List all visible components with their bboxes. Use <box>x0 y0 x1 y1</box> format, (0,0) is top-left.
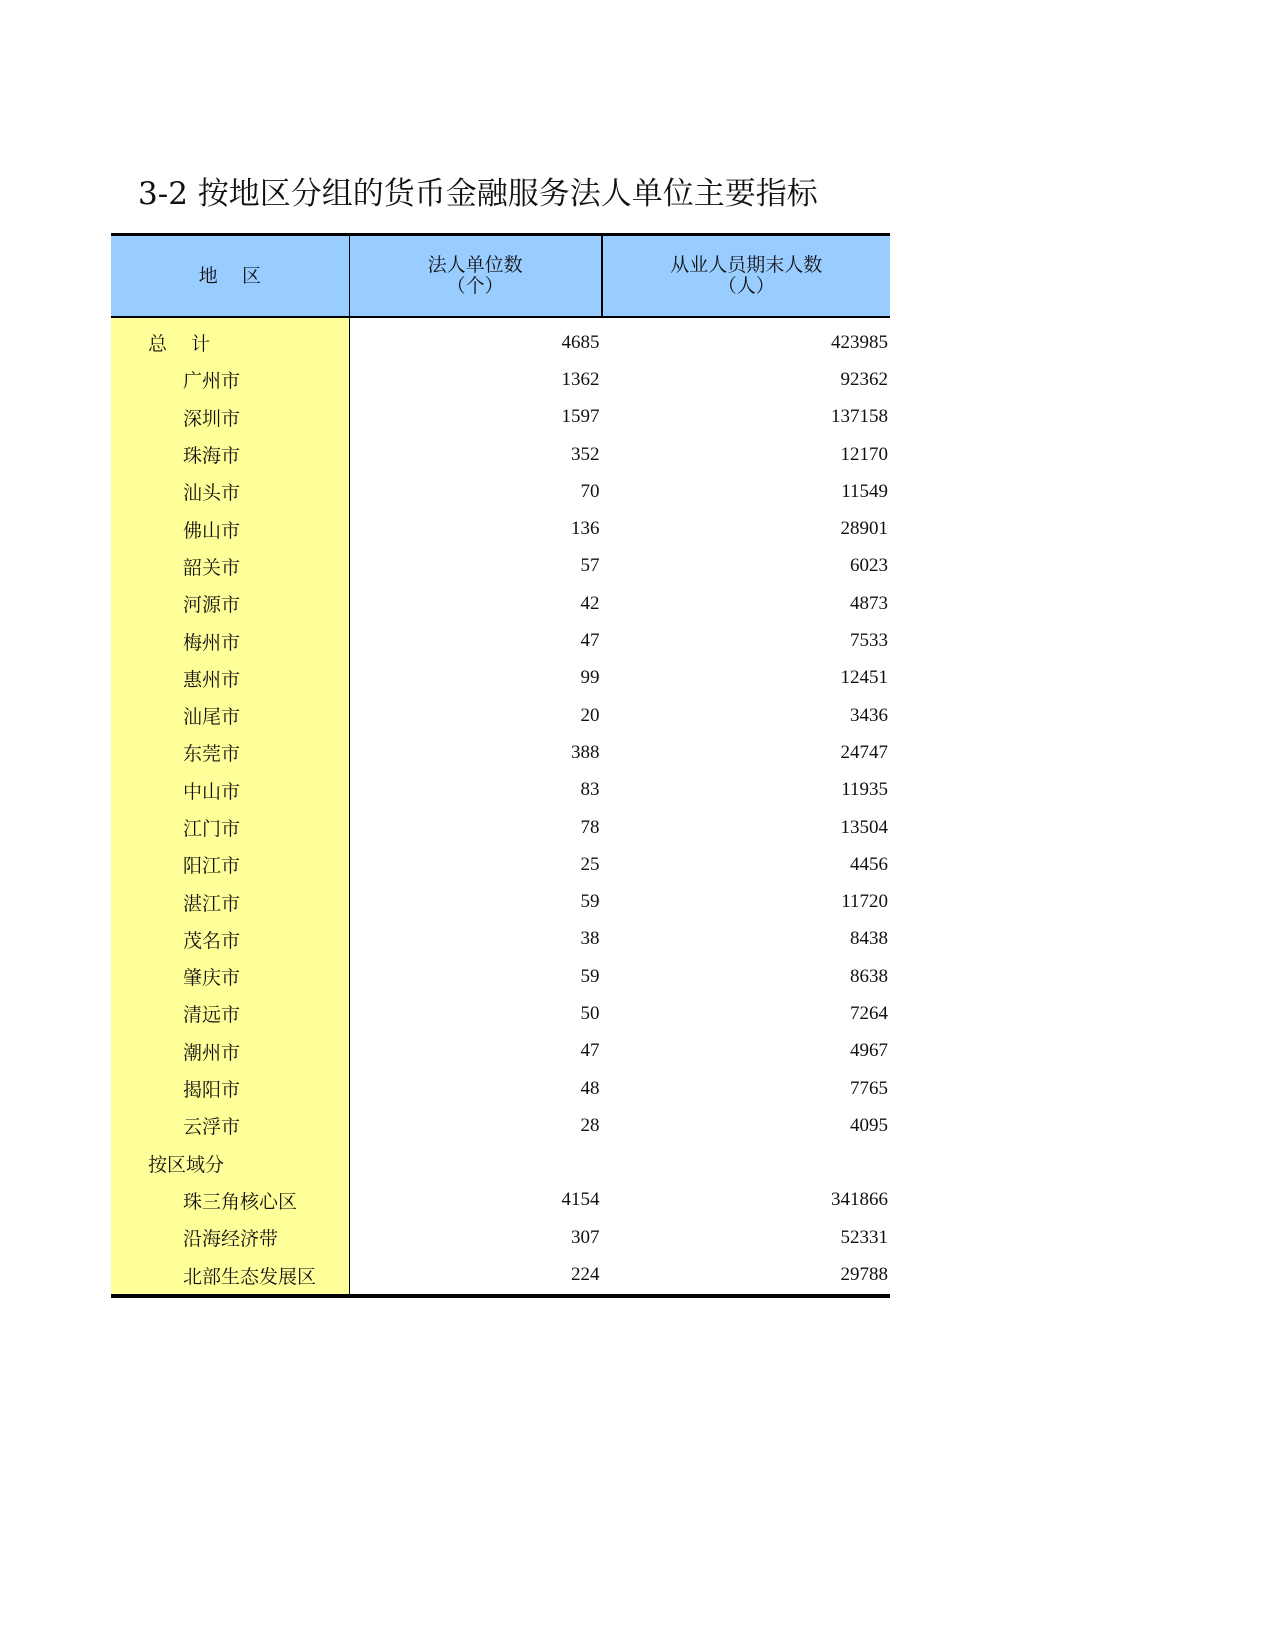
region-cell: 云浮市 <box>111 1107 349 1144</box>
header-employees-label: 从业人员期末人数 <box>670 254 823 276</box>
employees-cell: 11549 <box>841 480 888 502</box>
table-row <box>111 361 890 398</box>
region-cell: 揭阳市 <box>111 1070 349 1107</box>
units-cell: 4685 <box>561 331 600 353</box>
units-cell: 83 <box>580 779 600 801</box>
page-title: 3-2 按地区分组的货币金融服务法人单位主要指标 <box>138 176 818 212</box>
region-cell: 河源市 <box>111 585 349 622</box>
table-row <box>111 958 890 995</box>
region-cell: 东莞市 <box>111 734 349 771</box>
table-row <box>111 995 890 1032</box>
employees-cell: 3436 <box>850 704 888 726</box>
table-row <box>111 1033 890 1070</box>
employees-cell: 4967 <box>850 1040 888 1062</box>
region-cell: 北部生态发展区 <box>111 1256 349 1295</box>
employees-cell: 13504 <box>840 816 888 838</box>
units-cell: 38 <box>580 928 600 950</box>
region-cell: 清远市 <box>111 995 349 1032</box>
units-cell: 224 <box>349 1256 601 1295</box>
table-header-row <box>111 235 890 318</box>
employees-cell: 7533 <box>850 630 888 652</box>
table-row <box>111 921 890 958</box>
region-cell: 按区域分 <box>111 1145 349 1182</box>
units-cell: 59 <box>580 965 600 987</box>
units-cell: 78 <box>580 816 600 838</box>
region-cell: 阳江市 <box>111 846 349 883</box>
table-row <box>111 585 890 622</box>
employees-cell: 29788 <box>602 1256 891 1295</box>
employees-cell: 12451 <box>840 667 888 689</box>
employees-cell: 7264 <box>850 1002 888 1024</box>
employees-cell: 6023 <box>850 555 888 577</box>
region-cell: 潮州市 <box>111 1033 349 1070</box>
units-cell: 1597 <box>561 406 600 428</box>
table-row <box>111 1145 890 1182</box>
table-row <box>111 846 890 883</box>
table-row <box>111 734 890 771</box>
table-row <box>111 809 890 846</box>
region-cell: 肇庆市 <box>111 958 349 995</box>
units-cell: 307 <box>571 1226 600 1248</box>
units-cell: 42 <box>580 592 600 614</box>
employees-cell: 423985 <box>831 331 888 353</box>
region-cell: 湛江市 <box>111 883 349 920</box>
units-cell: 48 <box>580 1077 600 1099</box>
header-units <box>349 235 601 318</box>
data-table <box>111 233 890 1298</box>
employees-cell <box>602 1145 891 1182</box>
units-cell: 59 <box>580 891 600 913</box>
table-row <box>111 697 890 734</box>
units-cell: 47 <box>580 630 600 652</box>
table-row <box>111 510 890 547</box>
units-cell: 136 <box>571 518 600 540</box>
employees-cell: 52331 <box>840 1226 888 1248</box>
employees-cell: 137158 <box>831 406 888 428</box>
units-cell: 70 <box>580 480 600 502</box>
table-row <box>111 772 890 809</box>
region-cell: 沿海经济带 <box>111 1219 349 1256</box>
region-cell: 中山市 <box>111 772 349 809</box>
table-row <box>111 1107 890 1144</box>
employees-cell: 4095 <box>850 1114 888 1136</box>
region-cell: 茂名市 <box>111 921 349 958</box>
region-cell: 深圳市 <box>111 399 349 436</box>
region-cell: 惠州市 <box>111 660 349 697</box>
region-cell: 梅州市 <box>111 622 349 659</box>
employees-cell: 11720 <box>841 891 888 913</box>
table-row <box>111 473 890 510</box>
units-cell: 20 <box>580 704 600 726</box>
table-row <box>111 548 890 585</box>
header-employees-unit: （人） <box>717 275 775 297</box>
table-row <box>111 1219 890 1256</box>
table-row <box>111 317 890 361</box>
header-employees <box>602 235 891 318</box>
region-cell: 韶关市 <box>111 548 349 585</box>
table-row <box>111 1182 890 1219</box>
region-cell: 珠三角核心区 <box>111 1182 349 1219</box>
table-row <box>111 399 890 436</box>
units-cell: 1362 <box>561 368 600 390</box>
table-row <box>111 1256 890 1295</box>
region-cell: 江门市 <box>111 809 349 846</box>
region-cell: 汕尾市 <box>111 697 349 734</box>
employees-cell: 92362 <box>840 368 888 390</box>
units-cell: 28 <box>580 1114 600 1136</box>
table-row <box>111 622 890 659</box>
table-row <box>111 1070 890 1107</box>
region-cell: 佛山市 <box>111 510 349 547</box>
employees-cell: 7765 <box>850 1077 888 1099</box>
units-cell <box>349 1145 601 1182</box>
employees-cell: 28901 <box>840 518 888 540</box>
employees-cell: 8438 <box>850 928 888 950</box>
units-cell: 25 <box>580 853 600 875</box>
employees-cell: 12170 <box>840 443 888 465</box>
table-row <box>111 660 890 697</box>
region-cell: 总 计 <box>111 317 349 361</box>
region-cell: 汕头市 <box>111 473 349 510</box>
region-cell: 广州市 <box>111 361 349 398</box>
units-cell: 352 <box>571 443 600 465</box>
units-cell: 388 <box>571 741 600 763</box>
employees-cell: 24747 <box>840 741 888 763</box>
header-units-unit: （个） <box>446 275 504 297</box>
table-row <box>111 883 890 920</box>
table-body <box>111 317 890 1296</box>
employees-cell: 8638 <box>850 965 888 987</box>
employees-cell: 341866 <box>831 1189 888 1211</box>
units-cell: 47 <box>580 1040 600 1062</box>
table-row <box>111 436 890 473</box>
units-cell: 4154 <box>561 1189 600 1211</box>
region-cell: 珠海市 <box>111 436 349 473</box>
employees-cell: 11935 <box>841 779 888 801</box>
employees-cell: 4873 <box>850 592 888 614</box>
employees-cell: 4456 <box>850 853 888 875</box>
header-region: 地 区 <box>111 235 349 318</box>
units-cell: 50 <box>580 1002 600 1024</box>
header-units-label: 法人单位数 <box>427 254 523 276</box>
units-cell: 99 <box>580 667 600 689</box>
units-cell: 57 <box>580 555 600 577</box>
